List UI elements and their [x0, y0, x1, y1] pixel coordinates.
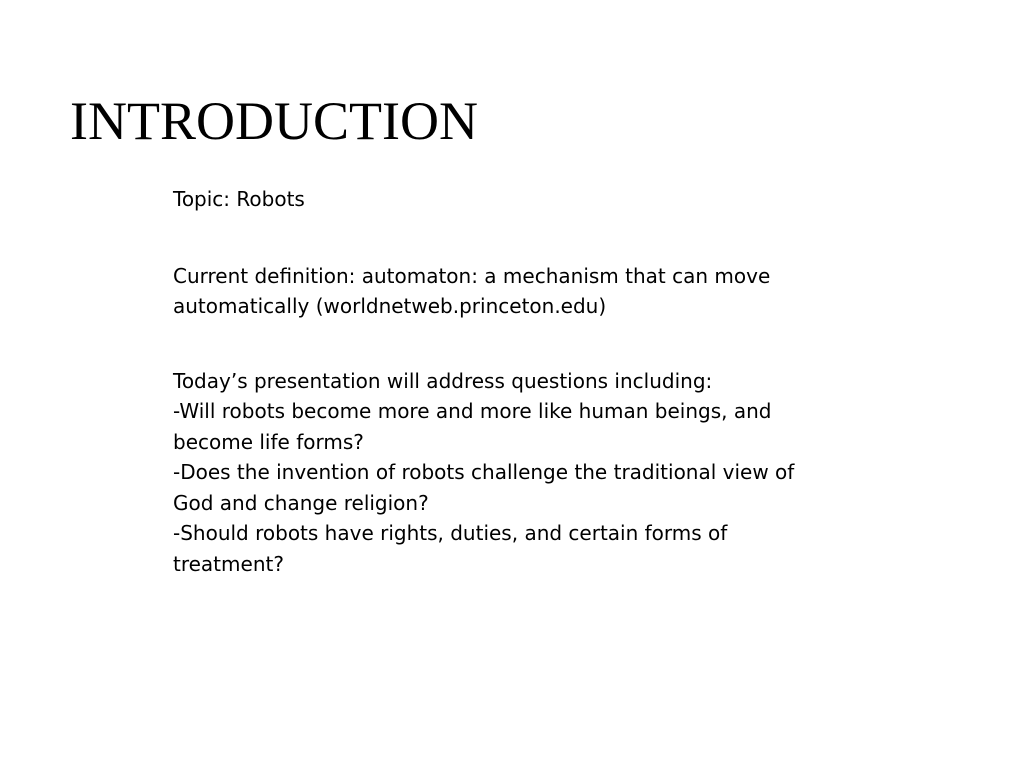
definition-line: Current definition: automaton: a mechanism that can move	[173, 263, 771, 288]
question-line: -Will robots become more and more like human beings, and	[173, 399, 772, 423]
question-line: become life forms?	[173, 429, 364, 454]
question-line: treatment?	[173, 551, 284, 576]
topic-paragraph	[173, 184, 873, 215]
definition-line: automatically (worldnetweb.princeton.edu)	[173, 294, 607, 318]
questions-paragraph	[173, 366, 873, 580]
question-line: -Does the invention of robots challenge the traditional view of	[173, 460, 795, 484]
slide-body	[173, 184, 873, 579]
slide-title: INTRODUCTION	[70, 91, 478, 151]
question-line: God and change religion?	[173, 490, 429, 515]
topic-text: Topic: Robots	[173, 187, 305, 211]
questions-intro: Today’s presentation will address questions including:	[173, 368, 713, 393]
question-line: -Should robots have rights, duties, and certain forms of	[173, 521, 728, 545]
definition-paragraph	[173, 261, 873, 322]
